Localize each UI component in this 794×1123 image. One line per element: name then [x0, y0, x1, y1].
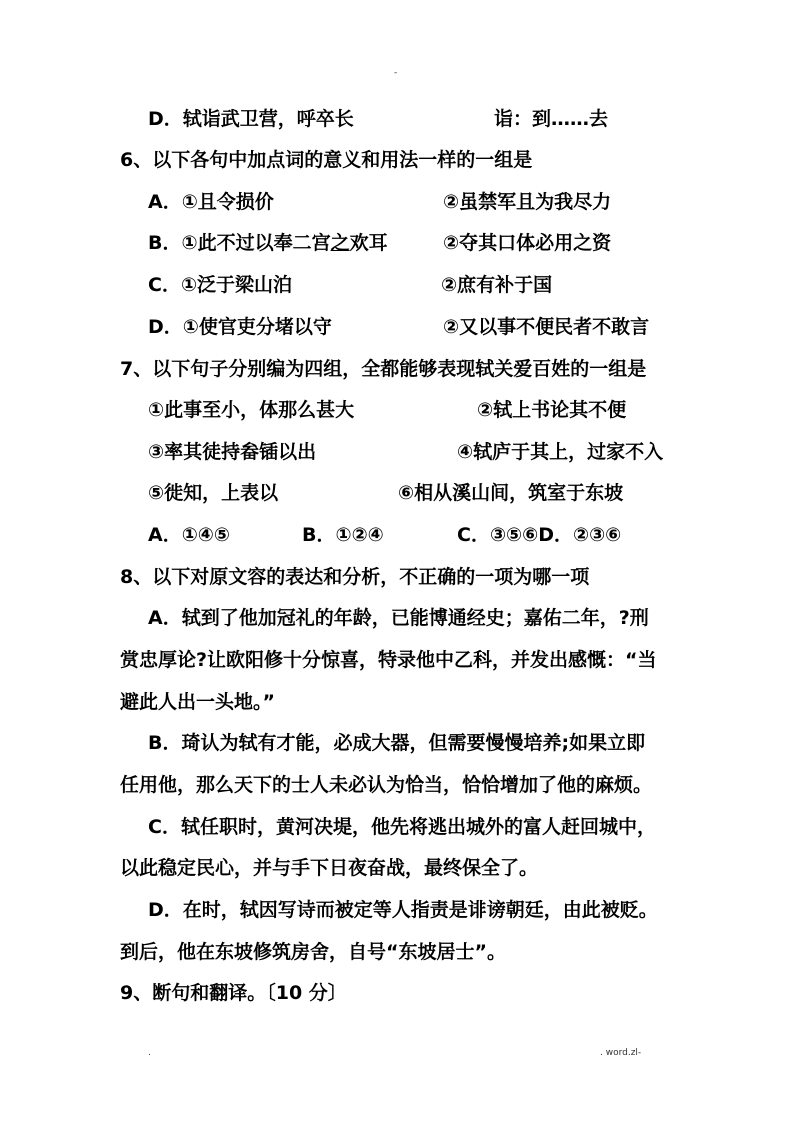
footer-left-mark: .	[148, 1048, 151, 1058]
q8-a-line-2: 赏忠厚论?让欧阳修十分惊喜，特录他中乙科，并发出感慨：“当	[120, 649, 657, 671]
q7-option-b: B．①②④	[302, 524, 384, 546]
q8-c-line-2: 以此稳定民心，并与手下日夜奋战，最终保全了。	[120, 857, 539, 879]
q8-d-line-2: 到后，他在东坡修筑房舍，自号“东坡居士”。	[120, 941, 506, 963]
q6-a-1: A．①且令损价	[148, 191, 274, 213]
q8-a-line-3: 避此人出一头地。”	[120, 691, 275, 713]
q7-sentence-1: ①此事至小，体那么甚大	[148, 399, 355, 421]
q5-option-d: D．轼诣武卫营，呼卒长	[148, 108, 354, 130]
q7-sentence-6: ⑥相从溪山间，筑室于东坡	[398, 482, 624, 504]
header-mark: -	[394, 68, 398, 78]
question-9: 9、断句和翻译。〔10 分〕	[120, 982, 347, 1004]
footer-right-mark: . word.zl-	[600, 1048, 642, 1058]
q6-c-1: C．①泛于梁山泊	[148, 274, 293, 296]
q8-d-line-1: D．在时，轼因写诗而被定等人指责是诽谤朝廷，由此被贬。	[148, 899, 658, 921]
question-7: 7、以下句子分别编为四组，全都能够表现轼关爱百姓的一组是	[120, 358, 647, 380]
q6-b-1-pre: B．①此不过以奉二宫	[148, 232, 331, 254]
question-6: 6、以下各句中加点词的意义和用法一样的一组是	[120, 149, 533, 171]
q8-c-line-1: C．轼任职时，黄河决堤，他先将逃出城外的富人赶回城中，	[148, 816, 656, 838]
q7-sentence-3: ③率其徒持畚锸以出	[148, 441, 317, 463]
q7-sentence-2: ②轼上书论其不便	[477, 399, 627, 421]
q8-b-line-2: 任用他，那么天下的士人未必认为恰当，恰恰增加了他的麻烦。	[120, 774, 653, 796]
q6-a-2: ②虽禁军且为我尽力	[443, 191, 612, 213]
q7-option-cd: C．③⑤⑥D．②③⑥	[457, 524, 622, 546]
q6-d-1: D．①使官吏分堵以守	[148, 316, 332, 338]
q6-b-1-dotted-word: 之	[330, 232, 350, 254]
q6-c-2: ②庶有补于国	[441, 274, 553, 296]
q7-sentence-5: ⑤徙知，上表以	[148, 482, 279, 504]
question-8: 8、以下对原文容的表达和分析，不正确的一项为哪一项	[120, 566, 590, 588]
q6-b-1	[148, 231, 388, 255]
q6-b-2: ②夺其口体必用之资	[443, 232, 612, 254]
q6-b-1-post: 欢耳	[349, 232, 388, 254]
q7-option-a: A．①④⑤	[148, 524, 230, 546]
q6-d-2: ②又以事不便民者不敢言	[443, 316, 650, 338]
q8-b-line-1: B．琦认为轼有才能，必成大器，但需要慢慢培养;如果立即	[148, 732, 646, 754]
q7-sentence-4: ④轼庐于其上，过家不入	[457, 441, 664, 463]
q8-a-line-1: A．轼到了他加冠礼的年龄，已能博通经史；嘉佑二年，?刑	[148, 607, 649, 629]
q5-option-d-note: 诣：到……去	[494, 108, 609, 130]
